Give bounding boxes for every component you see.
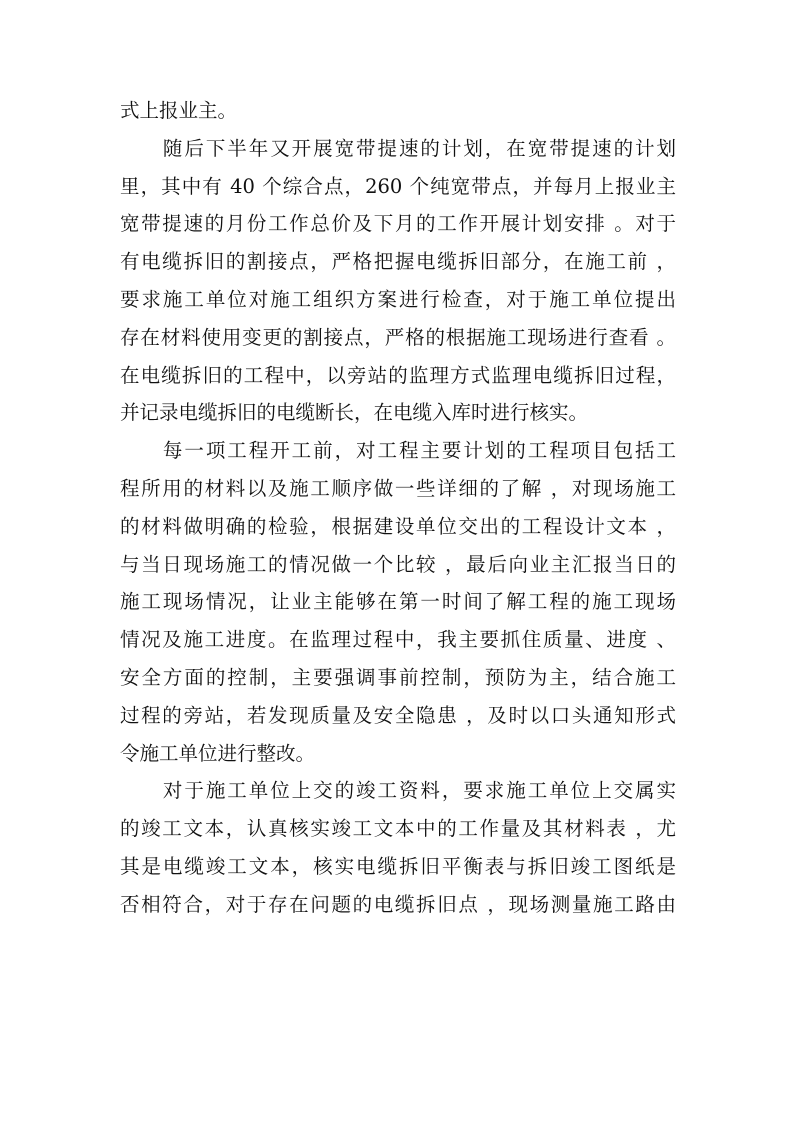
paragraph-3	[120, 432, 676, 772]
text-line: 安全方面的控制，主要强调事前控制，预防为主，结合施工	[120, 665, 676, 689]
text-line: 有电缆拆旧的割接点，严格把握电缆拆旧部分，在施工前 ，	[120, 250, 676, 274]
text-line: 施工现场情况，让业主能够在第一时间了解工程的施工现场	[120, 590, 676, 614]
text-line: 式上报业主。	[120, 99, 238, 122]
text-line: 存在材料使用变更的割接点，严格的根据施工现场进行查看 。	[120, 325, 676, 349]
text-line: 并记录电缆拆旧的电缆断长，在电缆入库时进行核实。	[120, 401, 589, 425]
text-line: 程所用的材料以及施工顺序做一些详细的了解 ，对现场施工	[120, 476, 676, 500]
text-line: 其是电缆竣工文本，核实电缆拆旧平衡表与拆旧竣工图纸是	[120, 854, 676, 878]
paragraph-1	[120, 92, 676, 130]
text-line: 每一项工程开工前，对工程主要计划的工程项目包括工	[120, 439, 676, 463]
text-line: 里，其中有 40 个综合点，260 个纯宽带点，并每月上报业主	[120, 174, 676, 198]
body-text	[120, 92, 676, 924]
text-line: 对于施工单位上交的竣工资料，要求施工单位上交属实	[120, 779, 676, 803]
text-line: 随后下半年又开展宽带提速的计划，在宽带提速的计划	[120, 136, 676, 160]
text-line: 在电缆拆旧的工程中，以旁站的监理方式监理电缆拆旧过程，	[120, 363, 676, 387]
text-line: 过程的旁站，若发现质量及安全隐患 ，及时以口头通知形式	[120, 703, 676, 727]
text-line: 宽带提速的月份工作总价及下月的工作开展计划安排 。对于	[120, 212, 676, 236]
text-line: 要求施工单位对施工组织方案进行检查，对于施工单位提出	[120, 287, 676, 311]
paragraph-2	[120, 130, 676, 432]
text-line: 否相符合，对于存在问题的电缆拆旧点 ，现场测量施工路由	[120, 892, 676, 916]
text-line: 的材料做明确的检验，根据建设单位交出的工程设计文本 ，	[120, 514, 676, 538]
text-line: 与当日现场施工的情况做一个比较 ，最后向业主汇报当日的	[120, 552, 676, 576]
text-line: 的竣工文本，认真核实竣工文本中的工作量及其材料表 ，尤	[120, 817, 676, 841]
paragraph-4	[120, 772, 676, 923]
text-line: 令施工单位进行整改。	[120, 741, 316, 765]
text-line: 情况及施工进度。在监理过程中，我主要抓住质量、进度 、	[120, 628, 676, 652]
